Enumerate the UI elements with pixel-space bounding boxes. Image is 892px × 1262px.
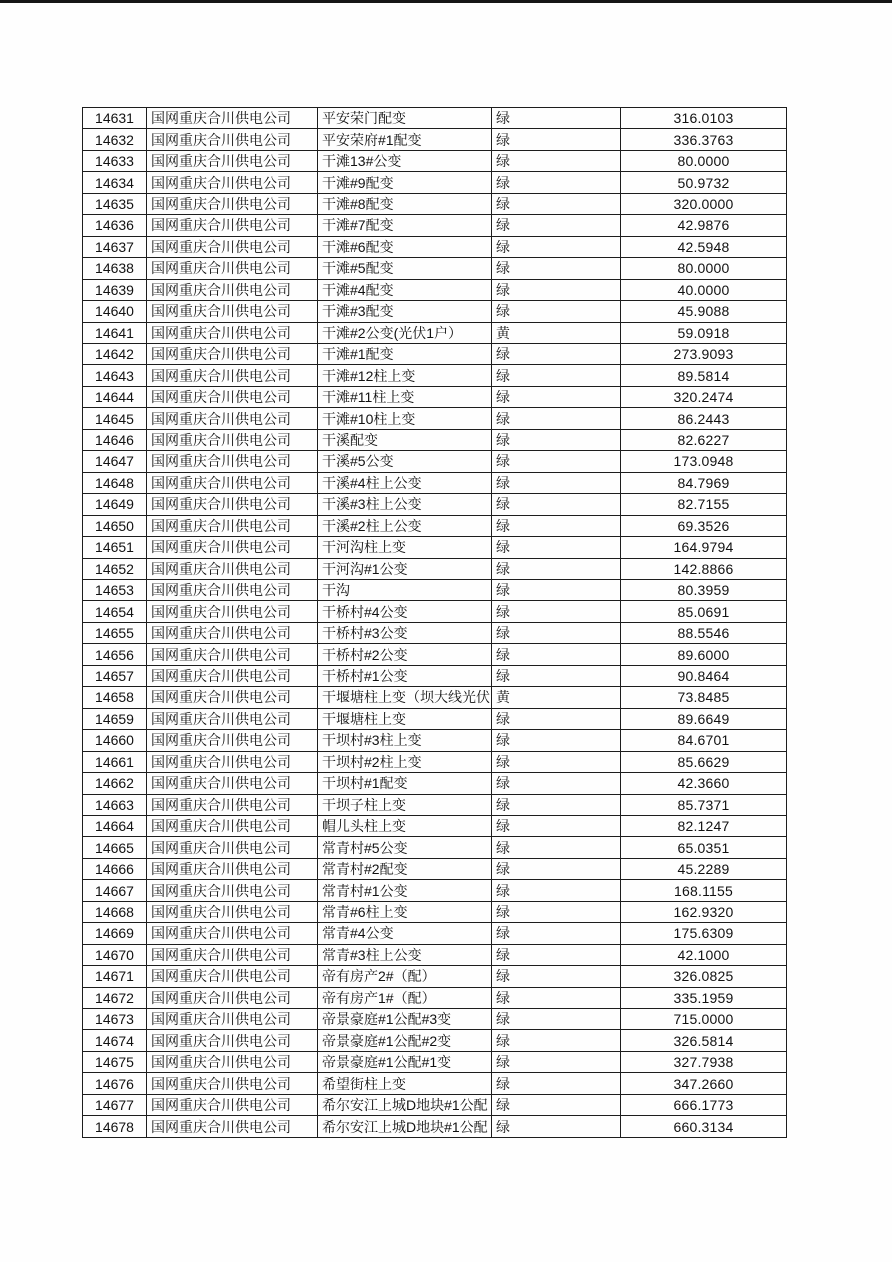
cell-id: 14640 (83, 301, 147, 322)
cell-company: 国网重庆合川供电公司 (147, 172, 318, 193)
cell-company: 国网重庆合川供电公司 (147, 108, 318, 129)
cell-company: 国网重庆合川供电公司 (147, 622, 318, 643)
cell-value: 660.3134 (621, 1116, 787, 1137)
cell-device: 平安荣门配变 (318, 108, 492, 129)
table-row (83, 343, 787, 364)
table-row (83, 1116, 787, 1137)
table-row (83, 558, 787, 579)
cell-value: 42.1000 (621, 944, 787, 965)
cell-status: 绿 (492, 343, 621, 364)
cell-device: 干滩#10柱上变 (318, 408, 492, 429)
cell-device: 干滩#6配变 (318, 236, 492, 257)
cell-value: 666.1773 (621, 1094, 787, 1115)
cell-value: 80.3959 (621, 579, 787, 600)
cell-id: 14641 (83, 322, 147, 343)
table-row (83, 193, 787, 214)
cell-company: 国网重庆合川供电公司 (147, 301, 318, 322)
cell-value: 42.9876 (621, 215, 787, 236)
cell-id: 14665 (83, 837, 147, 858)
cell-device: 干河沟#1公变 (318, 558, 492, 579)
table-row (83, 579, 787, 600)
cell-value: 164.9794 (621, 537, 787, 558)
cell-device: 帽儿头柱上变 (318, 815, 492, 836)
cell-value: 142.8866 (621, 558, 787, 579)
cell-device: 干坝村#1配变 (318, 773, 492, 794)
table-row (83, 966, 787, 987)
cell-device: 干滩#12柱上变 (318, 365, 492, 386)
table-row (83, 751, 787, 772)
table-row (83, 794, 787, 815)
cell-id: 14658 (83, 687, 147, 708)
cell-company: 国网重庆合川供电公司 (147, 236, 318, 257)
cell-value: 85.7371 (621, 794, 787, 815)
cell-company: 国网重庆合川供电公司 (147, 858, 318, 879)
cell-company: 国网重庆合川供电公司 (147, 1030, 318, 1051)
cell-company: 国网重庆合川供电公司 (147, 1009, 318, 1030)
cell-device: 干桥村#1公变 (318, 665, 492, 686)
cell-company: 国网重庆合川供电公司 (147, 901, 318, 922)
cell-status: 绿 (492, 901, 621, 922)
cell-company: 国网重庆合川供电公司 (147, 751, 318, 772)
cell-value: 326.5814 (621, 1030, 787, 1051)
table-row (83, 730, 787, 751)
table-row (83, 1094, 787, 1115)
cell-value: 175.6309 (621, 923, 787, 944)
table-row (83, 815, 787, 836)
table-row (83, 172, 787, 193)
cell-company: 国网重庆合川供电公司 (147, 193, 318, 214)
cell-status: 绿 (492, 751, 621, 772)
cell-device: 干滩#7配变 (318, 215, 492, 236)
table-row (83, 708, 787, 729)
cell-value: 50.9732 (621, 172, 787, 193)
cell-device: 干沟 (318, 579, 492, 600)
cell-status: 绿 (492, 258, 621, 279)
cell-value: 86.2443 (621, 408, 787, 429)
table-row (83, 987, 787, 1008)
cell-id: 14639 (83, 279, 147, 300)
cell-value: 90.8464 (621, 665, 787, 686)
cell-device: 常青#6柱上变 (318, 901, 492, 922)
cell-device: 干坝子柱上变 (318, 794, 492, 815)
cell-company: 国网重庆合川供电公司 (147, 815, 318, 836)
cell-status: 绿 (492, 108, 621, 129)
cell-device: 干滩#8配变 (318, 193, 492, 214)
cell-id: 14648 (83, 472, 147, 493)
cell-id: 14644 (83, 386, 147, 407)
cell-company: 国网重庆合川供电公司 (147, 150, 318, 171)
cell-status: 黄 (492, 322, 621, 343)
table-row (83, 451, 787, 472)
table-row (83, 601, 787, 622)
table-row (83, 1073, 787, 1094)
cell-status: 绿 (492, 537, 621, 558)
cell-status: 绿 (492, 1051, 621, 1072)
table-row (83, 108, 787, 129)
cell-id: 14671 (83, 966, 147, 987)
cell-status: 黄 (492, 687, 621, 708)
table-row (83, 258, 787, 279)
cell-device: 干堰塘柱上变 (318, 708, 492, 729)
cell-id: 14650 (83, 515, 147, 536)
cell-status: 绿 (492, 494, 621, 515)
cell-status: 绿 (492, 236, 621, 257)
cell-status: 绿 (492, 301, 621, 322)
cell-value: 69.3526 (621, 515, 787, 536)
cell-company: 国网重庆合川供电公司 (147, 837, 318, 858)
cell-id: 14670 (83, 944, 147, 965)
cell-company: 国网重庆合川供电公司 (147, 923, 318, 944)
cell-status: 绿 (492, 1009, 621, 1030)
cell-id: 14673 (83, 1009, 147, 1030)
table-row (83, 773, 787, 794)
table-row (83, 129, 787, 150)
cell-device: 干滩#1配变 (318, 343, 492, 364)
cell-id: 14647 (83, 451, 147, 472)
cell-company: 国网重庆合川供电公司 (147, 773, 318, 794)
cell-value: 80.0000 (621, 258, 787, 279)
cell-device: 干桥村#4公变 (318, 601, 492, 622)
cell-value: 88.5546 (621, 622, 787, 643)
cell-id: 14667 (83, 880, 147, 901)
cell-value: 82.6227 (621, 429, 787, 450)
table-body (83, 108, 787, 1138)
cell-id: 14638 (83, 258, 147, 279)
cell-status: 绿 (492, 966, 621, 987)
cell-id: 14674 (83, 1030, 147, 1051)
cell-device: 干桥村#2公变 (318, 644, 492, 665)
cell-device: 干溪#5公变 (318, 451, 492, 472)
cell-id: 14668 (83, 901, 147, 922)
cell-value: 168.1155 (621, 880, 787, 901)
cell-device: 干滩#11柱上变 (318, 386, 492, 407)
cell-device: 帝有房产1#（配） (318, 987, 492, 1008)
cell-status: 绿 (492, 730, 621, 751)
cell-device: 常青村#5公变 (318, 837, 492, 858)
cell-company: 国网重庆合川供电公司 (147, 129, 318, 150)
table-row (83, 1051, 787, 1072)
table-row (83, 365, 787, 386)
cell-id: 14659 (83, 708, 147, 729)
cell-value: 336.3763 (621, 129, 787, 150)
table-row (83, 644, 787, 665)
page-top-border-line (0, 0, 892, 3)
cell-status: 绿 (492, 558, 621, 579)
cell-id: 14656 (83, 644, 147, 665)
cell-id: 14649 (83, 494, 147, 515)
cell-device: 干坝村#2柱上变 (318, 751, 492, 772)
cell-id: 14664 (83, 815, 147, 836)
cell-company: 国网重庆合川供电公司 (147, 880, 318, 901)
cell-value: 45.9088 (621, 301, 787, 322)
cell-company: 国网重庆合川供电公司 (147, 1073, 318, 1094)
cell-status: 绿 (492, 172, 621, 193)
data-table (82, 107, 787, 1138)
cell-device: 干溪#4柱上公变 (318, 472, 492, 493)
cell-id: 14654 (83, 601, 147, 622)
table-row (83, 901, 787, 922)
cell-company: 国网重庆合川供电公司 (147, 987, 318, 1008)
cell-id: 14637 (83, 236, 147, 257)
cell-company: 国网重庆合川供电公司 (147, 322, 318, 343)
cell-id: 14646 (83, 429, 147, 450)
cell-id: 14651 (83, 537, 147, 558)
table-row (83, 322, 787, 343)
cell-id: 14676 (83, 1073, 147, 1094)
cell-device: 常青村#1公变 (318, 880, 492, 901)
cell-device: 帝景豪庭#1公配#3变 (318, 1009, 492, 1030)
cell-device: 平安荣府#1配变 (318, 129, 492, 150)
table-row (83, 429, 787, 450)
table-row (83, 150, 787, 171)
table-row (83, 515, 787, 536)
cell-id: 14661 (83, 751, 147, 772)
cell-company: 国网重庆合川供电公司 (147, 944, 318, 965)
cell-status: 绿 (492, 644, 621, 665)
cell-status: 绿 (492, 987, 621, 1008)
cell-id: 14662 (83, 773, 147, 794)
cell-status: 绿 (492, 858, 621, 879)
cell-company: 国网重庆合川供电公司 (147, 279, 318, 300)
cell-device: 希尔安江上城D地块#1公配 (318, 1094, 492, 1115)
cell-value: 82.1247 (621, 815, 787, 836)
cell-value: 347.2660 (621, 1073, 787, 1094)
cell-id: 14642 (83, 343, 147, 364)
table-row (83, 301, 787, 322)
cell-device: 干滩13#公变 (318, 150, 492, 171)
cell-value: 80.0000 (621, 150, 787, 171)
cell-id: 14663 (83, 794, 147, 815)
cell-value: 42.3660 (621, 773, 787, 794)
cell-device: 常青#3柱上公变 (318, 944, 492, 965)
cell-status: 绿 (492, 129, 621, 150)
cell-value: 316.0103 (621, 108, 787, 129)
cell-device: 干河沟柱上变 (318, 537, 492, 558)
cell-status: 绿 (492, 386, 621, 407)
cell-id: 14669 (83, 923, 147, 944)
cell-status: 绿 (492, 1116, 621, 1137)
cell-company: 国网重庆合川供电公司 (147, 408, 318, 429)
cell-device: 希尔安江上城D地块#1公配 (318, 1116, 492, 1137)
cell-id: 14634 (83, 172, 147, 193)
cell-id: 14675 (83, 1051, 147, 1072)
table-row (83, 494, 787, 515)
cell-company: 国网重庆合川供电公司 (147, 966, 318, 987)
table-row (83, 537, 787, 558)
cell-device: 干溪配变 (318, 429, 492, 450)
cell-status: 绿 (492, 794, 621, 815)
cell-company: 国网重庆合川供电公司 (147, 558, 318, 579)
table-row (83, 622, 787, 643)
cell-device: 常青村#2配变 (318, 858, 492, 879)
cell-id: 14633 (83, 150, 147, 171)
cell-id: 14666 (83, 858, 147, 879)
cell-status: 绿 (492, 515, 621, 536)
table-row (83, 923, 787, 944)
cell-company: 国网重庆合川供电公司 (147, 494, 318, 515)
cell-id: 14678 (83, 1116, 147, 1137)
table-row (83, 386, 787, 407)
cell-value: 85.6629 (621, 751, 787, 772)
cell-company: 国网重庆合川供电公司 (147, 687, 318, 708)
cell-device: 干滩#2公变(光伏1户） (318, 322, 492, 343)
table-row (83, 944, 787, 965)
cell-status: 绿 (492, 150, 621, 171)
cell-company: 国网重庆合川供电公司 (147, 794, 318, 815)
cell-id: 14672 (83, 987, 147, 1008)
cell-id: 14636 (83, 215, 147, 236)
cell-status: 绿 (492, 408, 621, 429)
cell-value: 715.0000 (621, 1009, 787, 1030)
cell-device: 干滩#4配变 (318, 279, 492, 300)
cell-device: 干溪#3柱上公变 (318, 494, 492, 515)
table-row (83, 665, 787, 686)
cell-value: 85.0691 (621, 601, 787, 622)
cell-status: 绿 (492, 279, 621, 300)
cell-company: 国网重庆合川供电公司 (147, 515, 318, 536)
cell-device: 常青#4公变 (318, 923, 492, 944)
cell-value: 73.8485 (621, 687, 787, 708)
cell-value: 45.2289 (621, 858, 787, 879)
cell-device: 希望街柱上变 (318, 1073, 492, 1094)
cell-company: 国网重庆合川供电公司 (147, 365, 318, 386)
cell-status: 绿 (492, 193, 621, 214)
cell-value: 84.6701 (621, 730, 787, 751)
cell-device: 干堰塘柱上变（坝大线光伏 (318, 687, 492, 708)
cell-company: 国网重庆合川供电公司 (147, 429, 318, 450)
cell-value: 326.0825 (621, 966, 787, 987)
cell-value: 65.0351 (621, 837, 787, 858)
cell-status: 绿 (492, 665, 621, 686)
cell-status: 绿 (492, 429, 621, 450)
cell-status: 绿 (492, 579, 621, 600)
cell-device: 干滩#3配变 (318, 301, 492, 322)
table-row (83, 408, 787, 429)
cell-device: 干坝村#3柱上变 (318, 730, 492, 751)
cell-company: 国网重庆合川供电公司 (147, 451, 318, 472)
table-row (83, 837, 787, 858)
cell-id: 14632 (83, 129, 147, 150)
cell-id: 14653 (83, 579, 147, 600)
cell-value: 82.7155 (621, 494, 787, 515)
cell-status: 绿 (492, 815, 621, 836)
cell-company: 国网重庆合川供电公司 (147, 1051, 318, 1072)
cell-status: 绿 (492, 215, 621, 236)
cell-device: 干滩#9配变 (318, 172, 492, 193)
cell-value: 89.6000 (621, 644, 787, 665)
cell-id: 14660 (83, 730, 147, 751)
cell-status: 绿 (492, 451, 621, 472)
table-row (83, 215, 787, 236)
cell-device: 干溪#2柱上公变 (318, 515, 492, 536)
cell-company: 国网重庆合川供电公司 (147, 708, 318, 729)
cell-status: 绿 (492, 472, 621, 493)
cell-device: 帝景豪庭#1公配#2变 (318, 1030, 492, 1051)
cell-value: 89.6649 (621, 708, 787, 729)
cell-id: 14631 (83, 108, 147, 129)
cell-id: 14635 (83, 193, 147, 214)
table-row (83, 880, 787, 901)
cell-value: 273.9093 (621, 343, 787, 364)
cell-value: 173.0948 (621, 451, 787, 472)
cell-status: 绿 (492, 944, 621, 965)
cell-company: 国网重庆合川供电公司 (147, 665, 318, 686)
cell-status: 绿 (492, 601, 621, 622)
cell-id: 14657 (83, 665, 147, 686)
cell-company: 国网重庆合川供电公司 (147, 644, 318, 665)
cell-id: 14652 (83, 558, 147, 579)
cell-id: 14643 (83, 365, 147, 386)
cell-status: 绿 (492, 622, 621, 643)
cell-company: 国网重庆合川供电公司 (147, 472, 318, 493)
cell-value: 42.5948 (621, 236, 787, 257)
cell-company: 国网重庆合川供电公司 (147, 343, 318, 364)
cell-company: 国网重庆合川供电公司 (147, 386, 318, 407)
cell-device: 干桥村#3公变 (318, 622, 492, 643)
table-row (83, 472, 787, 493)
cell-value: 162.9320 (621, 901, 787, 922)
table-row (83, 858, 787, 879)
cell-company: 国网重庆合川供电公司 (147, 1116, 318, 1137)
cell-value: 40.0000 (621, 279, 787, 300)
cell-status: 绿 (492, 773, 621, 794)
cell-id: 14677 (83, 1094, 147, 1115)
cell-company: 国网重庆合川供电公司 (147, 1094, 318, 1115)
table-row (83, 1030, 787, 1051)
cell-status: 绿 (492, 1030, 621, 1051)
table-row (83, 279, 787, 300)
cell-company: 国网重庆合川供电公司 (147, 730, 318, 751)
cell-id: 14655 (83, 622, 147, 643)
table-row (83, 687, 787, 708)
table-row (83, 1009, 787, 1030)
cell-status: 绿 (492, 880, 621, 901)
cell-company: 国网重庆合川供电公司 (147, 537, 318, 558)
cell-device: 干滩#5配变 (318, 258, 492, 279)
cell-device: 帝景豪庭#1公配#1变 (318, 1051, 492, 1072)
cell-company: 国网重庆合川供电公司 (147, 258, 318, 279)
cell-value: 320.0000 (621, 193, 787, 214)
cell-device: 帝有房产2#（配） (318, 966, 492, 987)
cell-value: 84.7969 (621, 472, 787, 493)
cell-id: 14645 (83, 408, 147, 429)
cell-value: 335.1959 (621, 987, 787, 1008)
cell-status: 绿 (492, 923, 621, 944)
cell-status: 绿 (492, 708, 621, 729)
cell-company: 国网重庆合川供电公司 (147, 215, 318, 236)
cell-company: 国网重庆合川供电公司 (147, 579, 318, 600)
cell-status: 绿 (492, 1094, 621, 1115)
cell-status: 绿 (492, 1073, 621, 1094)
cell-status: 绿 (492, 365, 621, 386)
cell-value: 89.5814 (621, 365, 787, 386)
cell-company: 国网重庆合川供电公司 (147, 601, 318, 622)
table-row (83, 236, 787, 257)
cell-value: 327.7938 (621, 1051, 787, 1072)
cell-status: 绿 (492, 837, 621, 858)
cell-value: 59.0918 (621, 322, 787, 343)
cell-value: 320.2474 (621, 386, 787, 407)
